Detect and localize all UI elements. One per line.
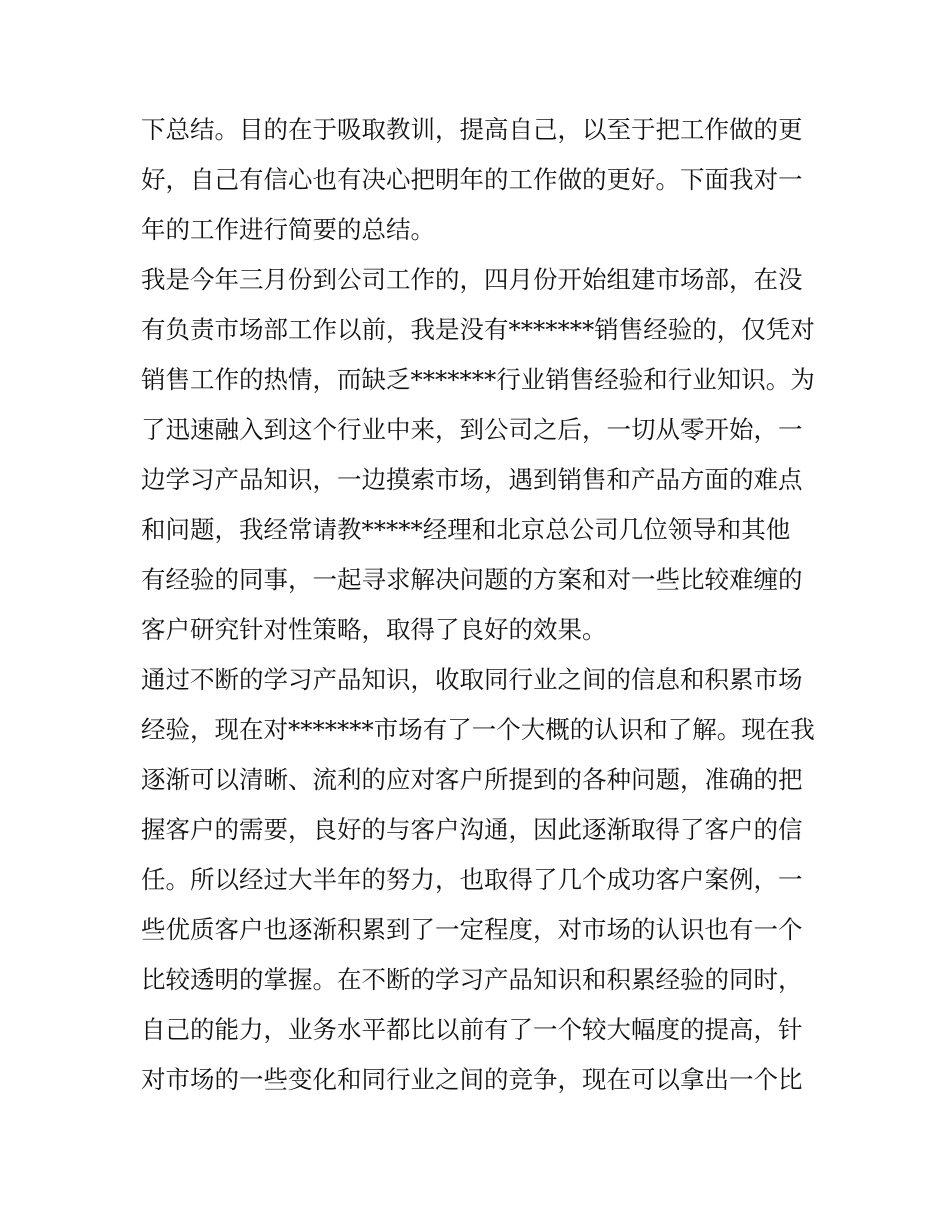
text-line: 握客户的需要，良好的与客户沟通，因此逐渐取得了客户的信 bbox=[141, 815, 803, 844]
text-line: 下总结。目的在于吸取教训，提高自己，以至于把工作做的更 bbox=[141, 115, 803, 144]
text-line: 有负责市场部工作以前，我是没有*******销售经验的，仅凭对 bbox=[141, 315, 815, 344]
text-line: 和问题，我经常请教*****经理和北京总公司几位领导和其他 bbox=[141, 515, 791, 544]
body-text bbox=[141, 105, 821, 1105]
text-line: 自己的能力，业务水平都比以前有了一个较大幅度的提高，针 bbox=[141, 1015, 803, 1044]
text-line: 有经验的同事，一起寻求解决问题的方案和对一些比较难缠的 bbox=[141, 565, 803, 594]
text-line: 客户研究针对性策略，取得了良好的效果。 bbox=[141, 615, 607, 644]
text-line: 年的工作进行简要的总结。 bbox=[141, 215, 435, 244]
text-line: 经验，现在对*******市场有了一个大概的认识和了解。现在我 bbox=[141, 715, 815, 744]
text-line: 比较透明的掌握。在不断的学习产品知识和积累经验的同时， bbox=[141, 965, 803, 994]
text-line: 边学习产品知识，一边摸索市场，遇到销售和产品方面的难点 bbox=[141, 465, 803, 494]
text-line: 好，自己有信心也有决心把明年的工作做的更好。下面我对一 bbox=[141, 165, 803, 194]
text-line: 我是今年三月份到公司工作的，四月份开始组建市场部，在没 bbox=[141, 265, 803, 294]
text-line: 通过不断的学习产品知识，收取同行业之间的信息和积累市场 bbox=[141, 665, 803, 694]
text-line: 逐渐可以清晰、流利的应对客户所提到的各种问题，准确的把 bbox=[141, 765, 803, 794]
text-line: 对市场的一些变化和同行业之间的竞争，现在可以拿出一个比 bbox=[141, 1065, 803, 1094]
text-line: 些优质客户也逐渐积累到了一定程度，对市场的认识也有一个 bbox=[141, 915, 803, 944]
text-line: 了迅速融入到这个行业中来，到公司之后，一切从零开始，一 bbox=[141, 415, 803, 444]
text-line: 销售工作的热情，而缺乏*******行业销售经验和行业知识。为 bbox=[141, 365, 815, 394]
text-line: 任。所以经过大半年的努力，也取得了几个成功客户案例，一 bbox=[141, 865, 803, 894]
